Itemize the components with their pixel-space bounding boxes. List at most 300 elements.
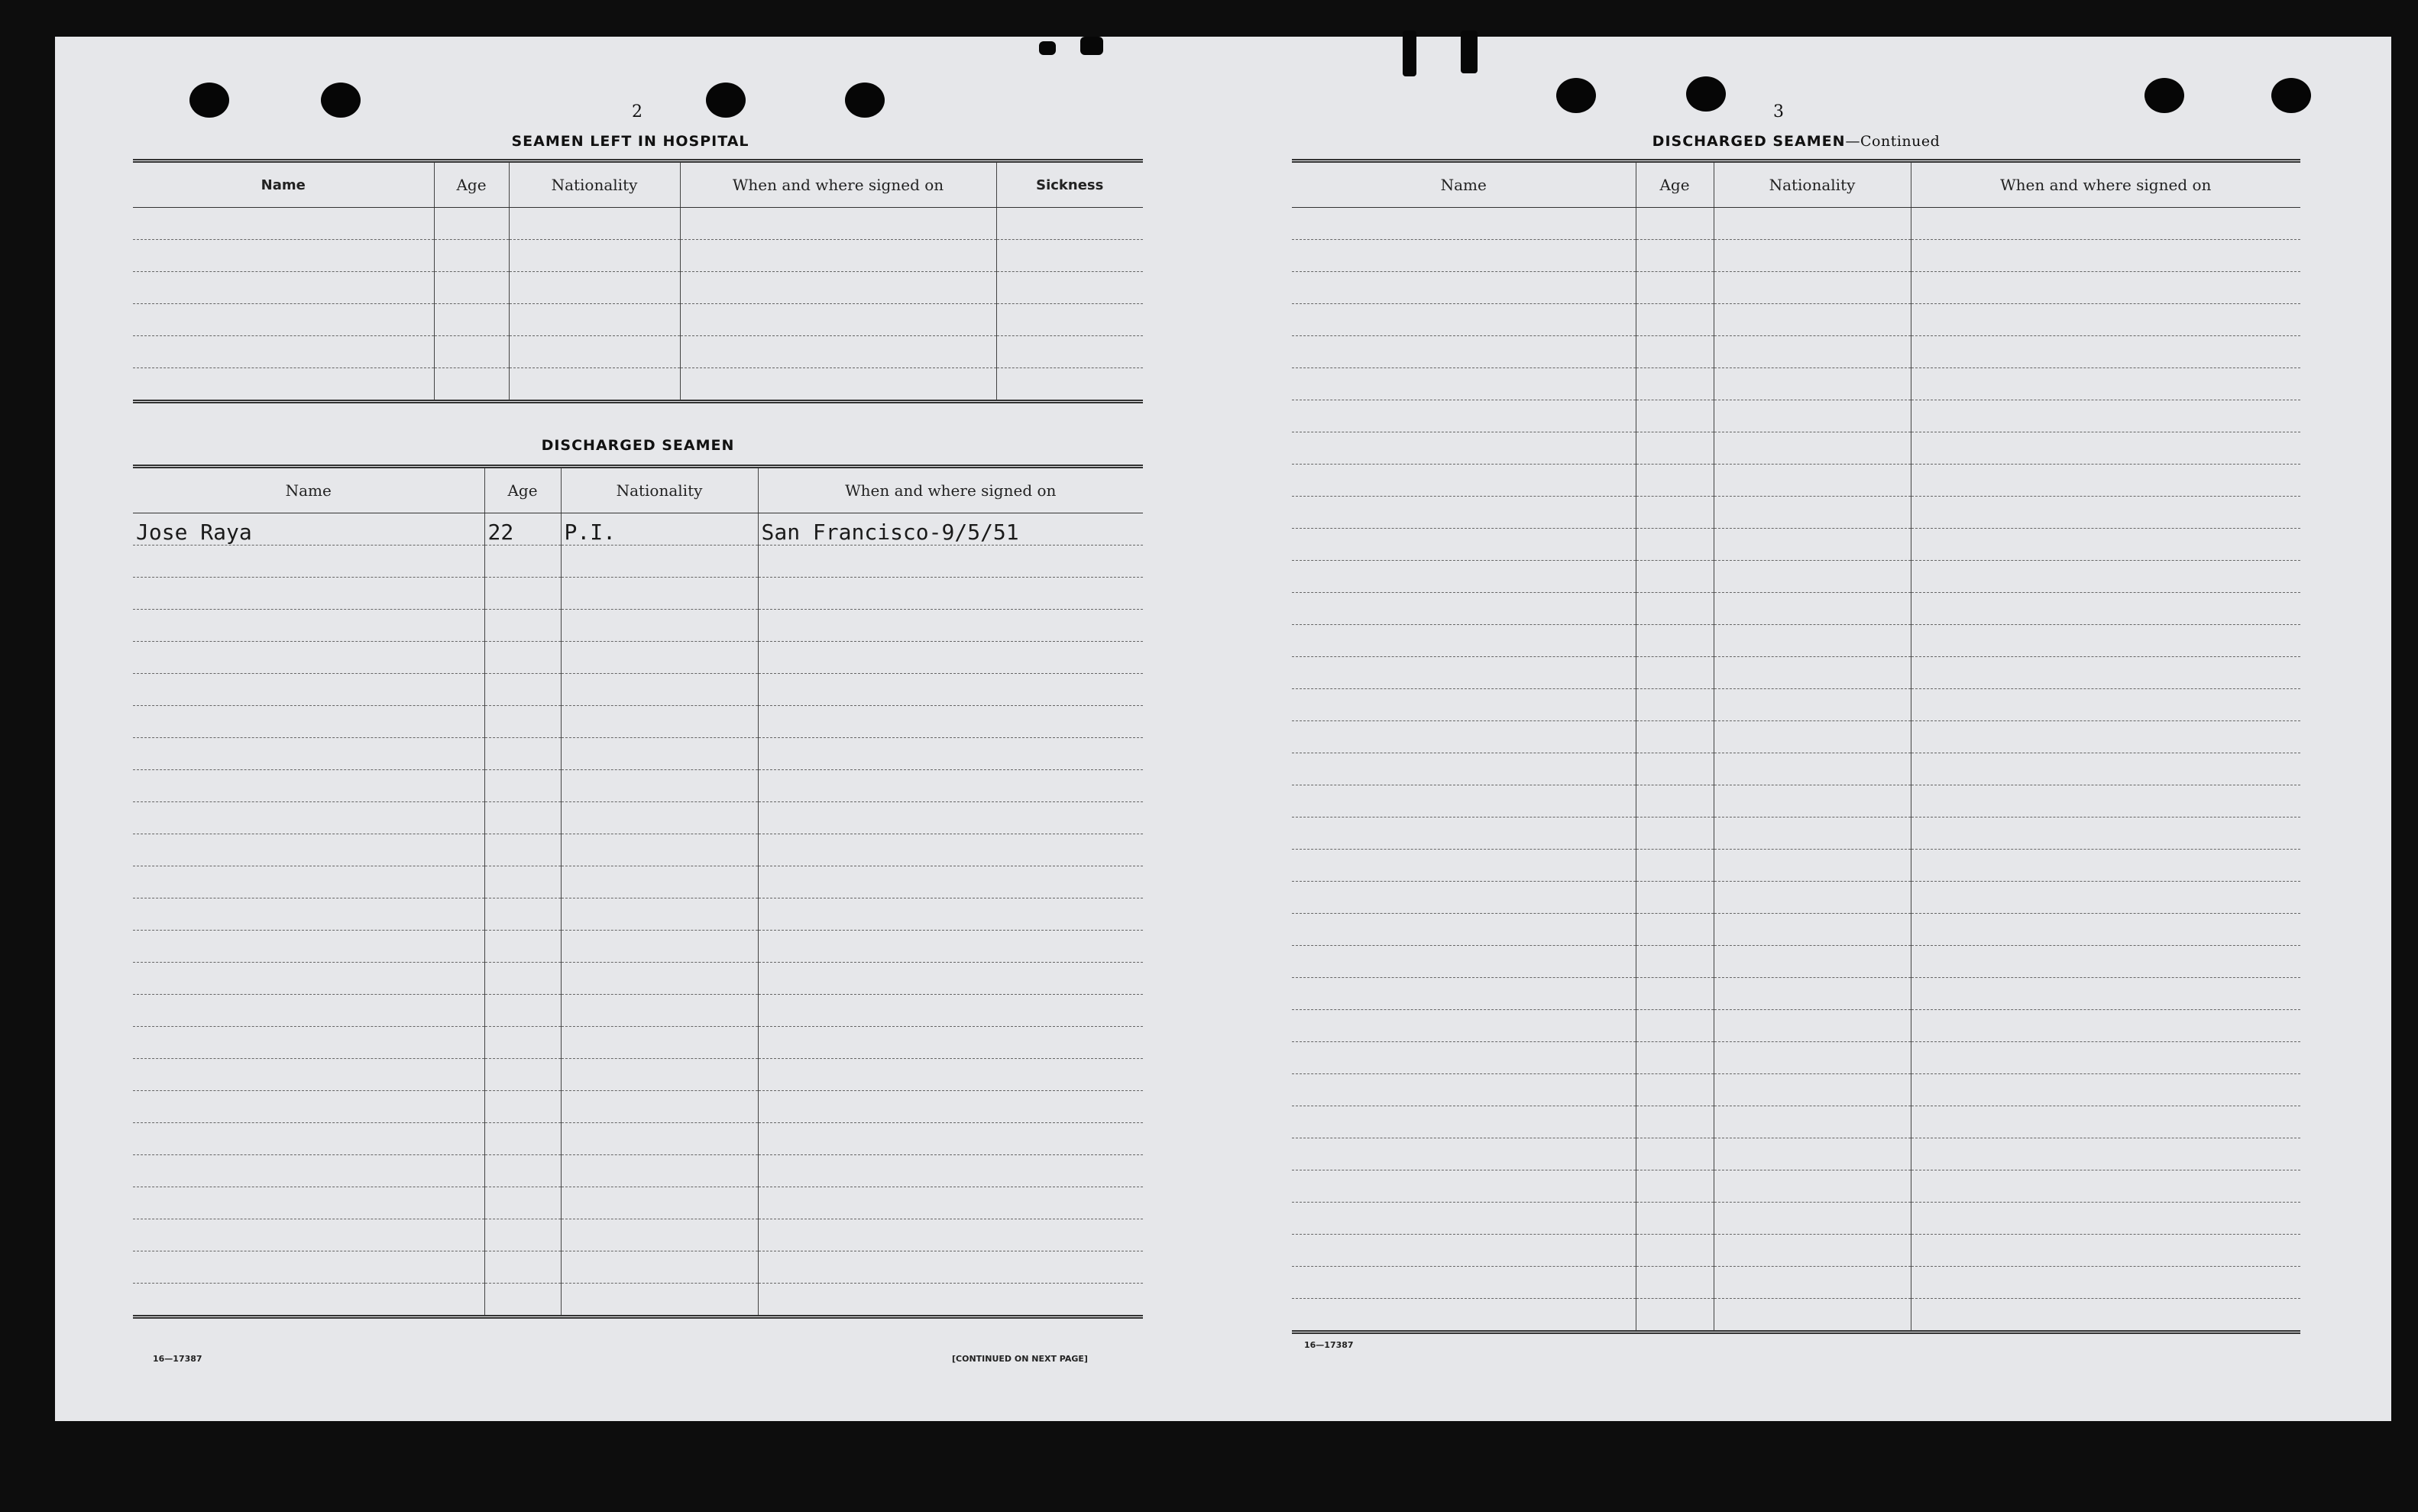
table-cell bbox=[509, 240, 680, 272]
table-cell bbox=[1714, 1106, 1911, 1138]
table-cell bbox=[1911, 946, 2300, 978]
table-cell bbox=[1636, 946, 1714, 978]
table-cell bbox=[1636, 818, 1714, 850]
table-cell bbox=[484, 770, 561, 802]
table-cell bbox=[680, 304, 996, 336]
punch-hole bbox=[1556, 78, 1596, 113]
table-cell bbox=[561, 642, 758, 674]
table-cell bbox=[561, 1251, 758, 1284]
table-cell bbox=[133, 336, 434, 368]
table-cell bbox=[1636, 529, 1714, 561]
table-cell bbox=[1636, 272, 1714, 304]
table-cell bbox=[1911, 850, 2300, 882]
table-cell bbox=[484, 1187, 561, 1219]
table-cell bbox=[133, 1251, 484, 1284]
discharged-table bbox=[133, 465, 1143, 1319]
table-cell bbox=[434, 208, 509, 240]
table-cell bbox=[133, 642, 484, 674]
table-cell bbox=[561, 1155, 758, 1187]
table-cell bbox=[1911, 208, 2300, 240]
table-cell bbox=[133, 304, 434, 336]
table-cell bbox=[1911, 1010, 2300, 1042]
table-cell bbox=[561, 1187, 758, 1219]
table-row bbox=[1292, 914, 2300, 946]
table-cell bbox=[561, 1027, 758, 1059]
table-row bbox=[1292, 208, 2300, 240]
ink-blot bbox=[1039, 41, 1056, 55]
discharged-section-title: DISCHARGED SEAMEN bbox=[541, 437, 735, 454]
table-cell bbox=[1292, 272, 1636, 304]
table-cell bbox=[758, 834, 1143, 866]
table-cell bbox=[1911, 721, 2300, 753]
table-cell bbox=[1714, 785, 1911, 818]
table-cell bbox=[1292, 1106, 1636, 1138]
table-cell bbox=[484, 834, 561, 866]
table-cell bbox=[561, 770, 758, 802]
table-cell bbox=[1911, 272, 2300, 304]
table-cell bbox=[1911, 368, 2300, 400]
page-3 bbox=[1223, 37, 2391, 1421]
table-cell bbox=[1636, 721, 1714, 753]
table-cell bbox=[1911, 497, 2300, 529]
table-row bbox=[1292, 561, 2300, 593]
table-cell: San Francisco-9/5/51 bbox=[758, 513, 1143, 546]
table-cell bbox=[484, 995, 561, 1027]
table-row bbox=[133, 610, 1143, 642]
table-cell bbox=[1292, 1042, 1636, 1074]
table-cell bbox=[1636, 1170, 1714, 1203]
table-cell bbox=[434, 304, 509, 336]
table-cell bbox=[758, 770, 1143, 802]
table-row bbox=[133, 272, 1143, 304]
table-row bbox=[133, 578, 1143, 610]
table-cell bbox=[561, 963, 758, 995]
table-cell bbox=[561, 738, 758, 770]
table-cell bbox=[484, 738, 561, 770]
table-row bbox=[1292, 1170, 2300, 1203]
column-header: When and where signed on bbox=[1911, 161, 2300, 208]
table-cell bbox=[434, 336, 509, 368]
table-cell bbox=[1292, 368, 1636, 400]
table-row bbox=[1292, 1138, 2300, 1170]
table-row bbox=[1292, 850, 2300, 882]
table-cell bbox=[133, 706, 484, 738]
table-cell bbox=[758, 1123, 1143, 1155]
table-cell bbox=[758, 1091, 1143, 1123]
table-cell bbox=[1911, 1042, 2300, 1074]
table-row bbox=[1292, 465, 2300, 497]
table-cell bbox=[561, 802, 758, 834]
table-row bbox=[1292, 400, 2300, 432]
table-row bbox=[133, 1059, 1143, 1091]
table-row bbox=[133, 1284, 1143, 1317]
table-cell bbox=[1636, 1042, 1714, 1074]
table-row bbox=[1292, 753, 2300, 785]
table-cell bbox=[758, 802, 1143, 834]
table-cell bbox=[996, 208, 1143, 240]
table-cell bbox=[1292, 400, 1636, 432]
column-header: Name bbox=[133, 467, 484, 513]
table-cell bbox=[133, 802, 484, 834]
table-cell bbox=[133, 1155, 484, 1187]
table-cell bbox=[434, 368, 509, 402]
table-row bbox=[1292, 304, 2300, 336]
table-row bbox=[1292, 497, 2300, 529]
table-cell bbox=[1911, 818, 2300, 850]
table-cell bbox=[1714, 721, 1911, 753]
table-row bbox=[1292, 1299, 2300, 1332]
table-cell bbox=[1636, 240, 1714, 272]
table-cell bbox=[1911, 1074, 2300, 1106]
table-cell bbox=[1292, 1010, 1636, 1042]
table-cell bbox=[484, 610, 561, 642]
table-row bbox=[133, 931, 1143, 963]
table-cell bbox=[1636, 1267, 1714, 1299]
form-number: 16—17387 bbox=[1304, 1340, 1354, 1350]
table-row bbox=[1292, 978, 2300, 1010]
column-header: Nationality bbox=[561, 467, 758, 513]
table-cell bbox=[1714, 1010, 1911, 1042]
discharged-continued-title-suffix: —Continued bbox=[1845, 133, 1941, 150]
form-number: 16—17387 bbox=[153, 1354, 202, 1364]
table-cell bbox=[133, 995, 484, 1027]
table-cell bbox=[561, 1123, 758, 1155]
table-cell bbox=[1911, 336, 2300, 368]
table-cell bbox=[484, 546, 561, 578]
hospital-section-title: SEAMEN LEFT IN HOSPITAL bbox=[511, 133, 749, 150]
table-cell bbox=[1292, 1299, 1636, 1332]
table-cell bbox=[561, 546, 758, 578]
table-cell bbox=[758, 866, 1143, 898]
table-row bbox=[133, 546, 1143, 578]
table-cell bbox=[1714, 336, 1911, 368]
table-cell bbox=[1714, 1267, 1911, 1299]
table-cell bbox=[1911, 882, 2300, 914]
discharged-continued-title-main: DISCHARGED SEAMEN bbox=[1652, 133, 1846, 150]
table-cell bbox=[1636, 753, 1714, 785]
table-cell bbox=[561, 931, 758, 963]
column-header: Nationality bbox=[509, 161, 680, 208]
table-row bbox=[1292, 882, 2300, 914]
table-row bbox=[133, 642, 1143, 674]
table-cell bbox=[1911, 240, 2300, 272]
table-row bbox=[133, 304, 1143, 336]
table-cell bbox=[1636, 625, 1714, 657]
table-cell bbox=[1636, 850, 1714, 882]
table-cell bbox=[758, 642, 1143, 674]
table-cell bbox=[1911, 753, 2300, 785]
ink-blot bbox=[1403, 31, 1416, 76]
table-row bbox=[1292, 1042, 2300, 1074]
table-row bbox=[1292, 1267, 2300, 1299]
table-cell bbox=[1714, 497, 1911, 529]
table-cell bbox=[1636, 497, 1714, 529]
table-cell bbox=[1292, 850, 1636, 882]
table-cell bbox=[1292, 1203, 1636, 1235]
table-cell: 22 bbox=[484, 513, 561, 546]
table-cell bbox=[1714, 432, 1911, 465]
table-cell bbox=[1636, 304, 1714, 336]
table-cell bbox=[1636, 400, 1714, 432]
table-cell bbox=[1714, 304, 1911, 336]
table-cell bbox=[1636, 1235, 1714, 1267]
table-cell bbox=[1292, 785, 1636, 818]
table-cell bbox=[996, 304, 1143, 336]
ink-blot bbox=[1080, 37, 1103, 55]
table-cell bbox=[1911, 914, 2300, 946]
table-cell bbox=[1911, 400, 2300, 432]
table-cell bbox=[1292, 625, 1636, 657]
table-cell bbox=[133, 1187, 484, 1219]
table-cell bbox=[484, 963, 561, 995]
column-header: Sickness bbox=[996, 161, 1143, 208]
table-cell bbox=[133, 931, 484, 963]
table-cell bbox=[1714, 689, 1911, 721]
continued-note: [CONTINUED ON NEXT PAGE] bbox=[952, 1354, 1088, 1364]
table-cell bbox=[758, 1251, 1143, 1284]
table-cell bbox=[680, 368, 996, 402]
table-cell bbox=[1911, 1299, 2300, 1332]
table-cell bbox=[1714, 1235, 1911, 1267]
table-row bbox=[1292, 240, 2300, 272]
table-row bbox=[133, 1251, 1143, 1284]
table-cell bbox=[133, 674, 484, 706]
table-row bbox=[133, 1091, 1143, 1123]
table-cell bbox=[484, 706, 561, 738]
table-row bbox=[133, 963, 1143, 995]
table-cell bbox=[1636, 593, 1714, 625]
table-row bbox=[133, 770, 1143, 802]
table-cell bbox=[1636, 368, 1714, 400]
table-cell bbox=[1636, 561, 1714, 593]
table-cell bbox=[561, 1284, 758, 1317]
table-cell bbox=[1636, 208, 1714, 240]
table-cell bbox=[133, 866, 484, 898]
table-cell bbox=[1636, 785, 1714, 818]
table-row bbox=[1292, 721, 2300, 753]
table-cell bbox=[484, 674, 561, 706]
table-row bbox=[1292, 1203, 2300, 1235]
table-cell bbox=[1292, 497, 1636, 529]
table-cell bbox=[1714, 882, 1911, 914]
table-cell bbox=[1292, 561, 1636, 593]
table-cell bbox=[758, 1155, 1143, 1187]
table-cell bbox=[1714, 1042, 1911, 1074]
table-cell bbox=[1911, 1170, 2300, 1203]
table-row bbox=[133, 898, 1143, 931]
discharged-continued-title bbox=[1292, 133, 2300, 150]
ink-blot bbox=[1461, 31, 1478, 73]
table-cell bbox=[758, 931, 1143, 963]
table-row bbox=[1292, 529, 2300, 561]
punch-hole bbox=[189, 83, 229, 118]
table-cell bbox=[1292, 336, 1636, 368]
table-cell bbox=[1714, 625, 1911, 657]
table-cell bbox=[1636, 882, 1714, 914]
table-cell bbox=[758, 963, 1143, 995]
table-row bbox=[1292, 818, 2300, 850]
table-cell bbox=[434, 272, 509, 304]
table-cell bbox=[133, 1284, 484, 1317]
table-row bbox=[1292, 593, 2300, 625]
table-cell bbox=[484, 1155, 561, 1187]
table-cell bbox=[484, 578, 561, 610]
table-cell bbox=[758, 610, 1143, 642]
table-cell bbox=[1714, 914, 1911, 946]
table-cell bbox=[561, 995, 758, 1027]
table-cell bbox=[133, 1091, 484, 1123]
table-cell bbox=[133, 1123, 484, 1155]
table-cell bbox=[561, 898, 758, 931]
table-cell bbox=[484, 1219, 561, 1251]
table-cell bbox=[1636, 1010, 1714, 1042]
table-cell bbox=[1292, 1170, 1636, 1203]
table-cell bbox=[1911, 1138, 2300, 1170]
table-cell bbox=[1636, 1299, 1714, 1332]
table-cell bbox=[1292, 593, 1636, 625]
column-header: Age bbox=[484, 467, 561, 513]
table-cell bbox=[1292, 978, 1636, 1010]
page-number: 3 bbox=[1773, 102, 1784, 121]
table-cell bbox=[509, 304, 680, 336]
table-cell bbox=[561, 1219, 758, 1251]
table-cell bbox=[1714, 1170, 1911, 1203]
table-cell bbox=[1292, 946, 1636, 978]
table-cell bbox=[1911, 593, 2300, 625]
punch-hole bbox=[2271, 78, 2311, 113]
table-cell bbox=[1636, 465, 1714, 497]
table-cell bbox=[1911, 529, 2300, 561]
table-row bbox=[1292, 946, 2300, 978]
table-cell bbox=[509, 336, 680, 368]
page-number: 2 bbox=[632, 102, 643, 121]
table-row bbox=[133, 368, 1143, 402]
table-cell bbox=[758, 898, 1143, 931]
table-cell bbox=[1292, 689, 1636, 721]
table-row bbox=[133, 738, 1143, 770]
table-cell bbox=[484, 1027, 561, 1059]
table-cell bbox=[680, 336, 996, 368]
table-cell bbox=[758, 995, 1143, 1027]
document-sheet bbox=[55, 37, 2391, 1421]
table-cell bbox=[484, 1123, 561, 1155]
table-cell bbox=[1714, 1138, 1911, 1170]
table-row bbox=[133, 834, 1143, 866]
table-row bbox=[133, 1155, 1143, 1187]
table-cell bbox=[133, 578, 484, 610]
table-cell bbox=[996, 368, 1143, 402]
table-row bbox=[1292, 1010, 2300, 1042]
table-row bbox=[133, 802, 1143, 834]
table-cell bbox=[758, 738, 1143, 770]
table-cell bbox=[1292, 657, 1636, 689]
table-cell bbox=[758, 674, 1143, 706]
table-cell bbox=[1292, 304, 1636, 336]
table-cell bbox=[561, 674, 758, 706]
table-cell bbox=[758, 706, 1143, 738]
table-cell bbox=[561, 1059, 758, 1091]
table-cell bbox=[1714, 1203, 1911, 1235]
table-cell bbox=[561, 866, 758, 898]
table-cell bbox=[509, 272, 680, 304]
table-cell bbox=[996, 272, 1143, 304]
table-cell bbox=[758, 1027, 1143, 1059]
column-header: Age bbox=[434, 161, 509, 208]
table-cell bbox=[133, 834, 484, 866]
table-cell bbox=[1714, 850, 1911, 882]
table-cell bbox=[133, 738, 484, 770]
table-cell bbox=[680, 208, 996, 240]
table-cell bbox=[1636, 978, 1714, 1010]
hospital-table bbox=[133, 159, 1143, 403]
table-cell bbox=[1636, 1203, 1714, 1235]
table-cell bbox=[1292, 721, 1636, 753]
table-cell bbox=[758, 1219, 1143, 1251]
punch-hole bbox=[2144, 78, 2184, 113]
table-cell: P.I. bbox=[561, 513, 758, 546]
table-cell bbox=[133, 963, 484, 995]
table-cell bbox=[1911, 1267, 2300, 1299]
punch-hole bbox=[845, 83, 885, 118]
table-row bbox=[133, 1187, 1143, 1219]
column-header: Age bbox=[1636, 161, 1714, 208]
table-cell bbox=[1636, 1074, 1714, 1106]
table-cell bbox=[1911, 625, 2300, 657]
table-cell bbox=[1292, 529, 1636, 561]
table-cell bbox=[1714, 561, 1911, 593]
table-cell bbox=[1714, 272, 1911, 304]
table-cell bbox=[1292, 465, 1636, 497]
table-cell bbox=[133, 770, 484, 802]
table-cell bbox=[561, 706, 758, 738]
column-header: When and where signed on bbox=[680, 161, 996, 208]
table-row bbox=[1292, 368, 2300, 400]
table-row bbox=[133, 240, 1143, 272]
table-cell bbox=[1636, 336, 1714, 368]
table-cell bbox=[484, 1251, 561, 1284]
table-cell bbox=[1292, 818, 1636, 850]
table-cell bbox=[680, 272, 996, 304]
table-cell bbox=[1911, 1235, 2300, 1267]
discharged-continued-table bbox=[1292, 159, 2300, 1334]
table-cell bbox=[758, 578, 1143, 610]
table-cell bbox=[133, 368, 434, 402]
table-cell bbox=[1911, 432, 2300, 465]
table-cell bbox=[509, 208, 680, 240]
table-row bbox=[1292, 432, 2300, 465]
table-cell bbox=[484, 1091, 561, 1123]
table-cell bbox=[561, 578, 758, 610]
punch-hole bbox=[321, 83, 361, 118]
table-cell bbox=[1292, 1235, 1636, 1267]
table-cell bbox=[133, 1027, 484, 1059]
table-cell bbox=[1292, 432, 1636, 465]
table-cell bbox=[1911, 689, 2300, 721]
table-row bbox=[1292, 272, 2300, 304]
table-cell bbox=[133, 272, 434, 304]
table-cell bbox=[1714, 946, 1911, 978]
table-row bbox=[1292, 1235, 2300, 1267]
table-cell bbox=[484, 1059, 561, 1091]
table-cell bbox=[758, 1284, 1143, 1317]
table-cell bbox=[1714, 818, 1911, 850]
page-2 bbox=[55, 37, 1223, 1421]
punch-hole bbox=[706, 83, 746, 118]
table-cell bbox=[1911, 1203, 2300, 1235]
table-cell bbox=[133, 208, 434, 240]
table-cell bbox=[1292, 914, 1636, 946]
table-row bbox=[1292, 625, 2300, 657]
